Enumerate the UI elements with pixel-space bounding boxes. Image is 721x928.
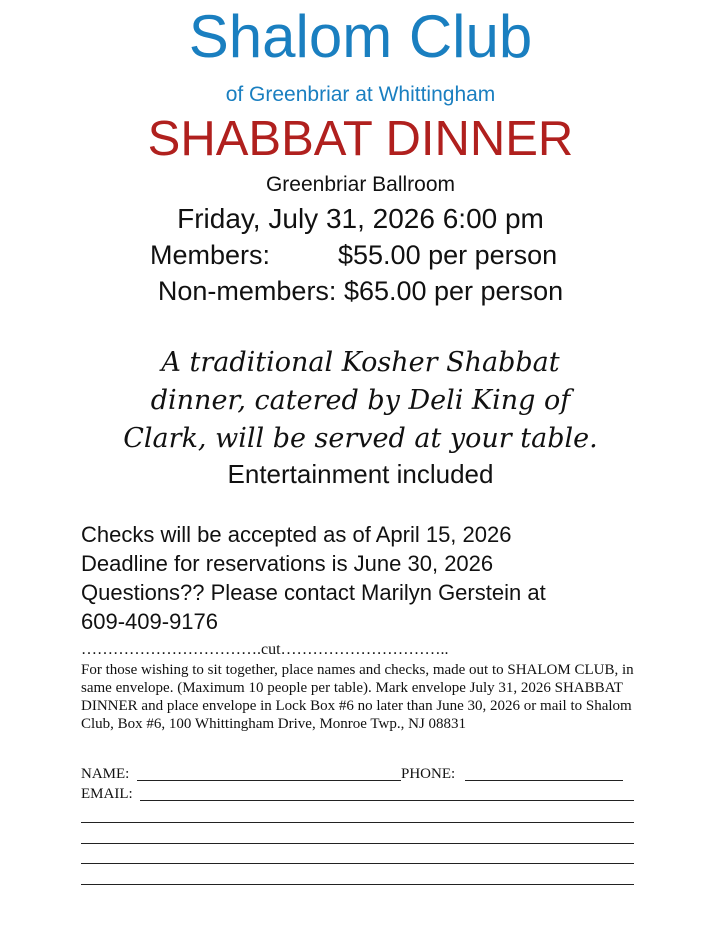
info-line: Deadline for reservations is June 30, 2026 [81, 551, 494, 576]
blank-line[interactable] [81, 822, 634, 823]
description-line: Clark, will be served at your table. [123, 423, 598, 454]
entertainment-note: Entertainment included [227, 459, 494, 489]
blank-line[interactable] [81, 863, 634, 864]
blank-line[interactable] [81, 884, 634, 885]
name-field[interactable] [137, 780, 401, 781]
info-line: Questions?? Please contact Marilyn Gerstein at [81, 580, 546, 605]
nonmembers-price: Non-members: $65.00 per person [157, 276, 564, 306]
event-title: SHABBAT DINNER [147, 112, 574, 166]
club-subtitle: of Greenbriar at Whittingham [225, 83, 496, 106]
email-label: EMAIL: [81, 786, 133, 802]
club-title: Shalom Club [188, 3, 533, 70]
info-line: Checks will be accepted as of April 15, 2026 [81, 522, 512, 547]
contact-phone: 609-409-9176 [81, 609, 219, 634]
description-line: A traditional Kosher Shabbat [161, 347, 560, 378]
email-field[interactable] [140, 800, 634, 801]
phone-field[interactable] [465, 780, 623, 781]
phone-label: PHONE: [401, 766, 456, 782]
form-instructions: For those wishing to sit together, place names and checks, made out to SHALOM CLUB, in same envelope. (Maximum 10 people per table). Mark envelope July 31, 2026 SHABBAT DINNER and place envelope in Lock Box #6 no later than June 30, 2026 or mail to Shalom Club, Box #6, 100 Whittingham Drive, Monroe Twp., NJ 08831 [81, 662, 634, 732]
venue: Greenbriar Ballroom [265, 173, 456, 196]
members-label: Members: [150, 240, 271, 270]
name-label: NAME: [81, 766, 130, 782]
description-line: dinner, catered by Deli King of [150, 385, 571, 416]
event-datetime: Friday, July 31, 2026 6:00 pm [177, 203, 544, 234]
blank-line[interactable] [81, 843, 634, 844]
cut-line: …………………………….cut………………………….. [81, 641, 449, 658]
members-price: $55.00 per person [338, 240, 558, 270]
